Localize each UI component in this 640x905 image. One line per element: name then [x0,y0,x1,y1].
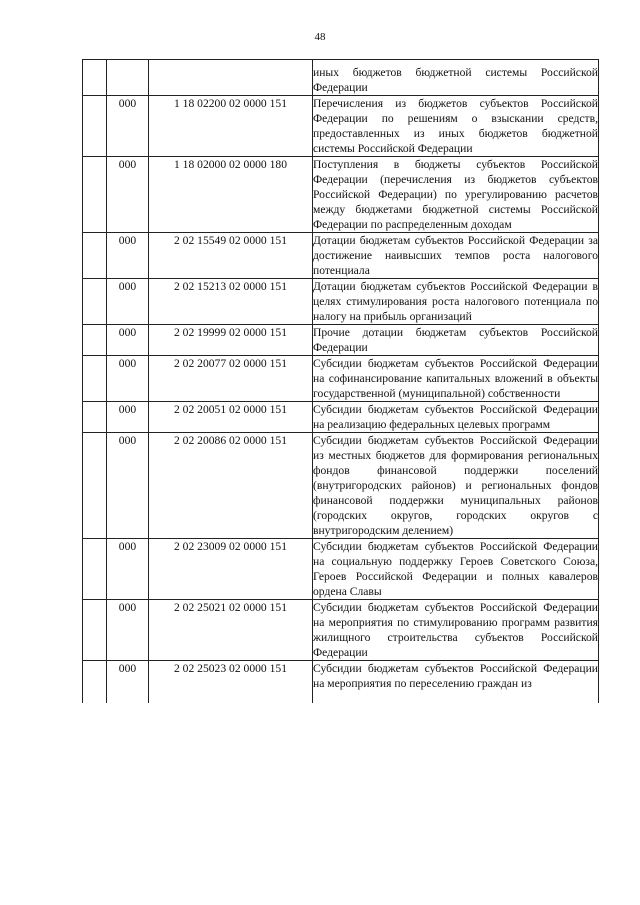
budget-code-cell: 2 02 23009 02 0000 151 [149,539,313,600]
admin-code-cell: 000 [107,157,149,233]
revenue-name-cell: Субсидии бюджетам субъектов Российской Федерации из местных бюджетов для формирования региональных фондов финансовой поддержки поселений (внутригородских районов) и региональных фондов финансовой поддержки муниципальных районов (городских округов, городских округов с внутригородским делением) [313,434,598,537]
revenue-name-cell: Дотации бюджетам субъектов Российской Федерации в целях стимулирования роста налогового потенциала по налогу на прибыль организаций [313,280,598,323]
blank-cell [83,433,107,539]
table-row [83,402,599,433]
revenue-name-cell: Дотации бюджетам субъектов Российской Федерации за достижение наивысших темпов роста налогового потенциала [313,234,598,277]
budget-code-cell: 2 02 25021 02 0000 151 [149,600,313,661]
blank-cell [83,96,107,157]
blank-cell [83,157,107,233]
blank-cell [83,661,107,704]
revenue-name-cell: Прочие дотации бюджетам субъектов Российской Федерации [313,326,598,354]
admin-code-cell: 000 [107,233,149,279]
budget-code-cell: 2 02 15549 02 0000 151 [149,233,313,279]
blank-cell [83,356,107,402]
table-row [83,60,599,96]
table-row [83,356,599,402]
budget-code-cell: 2 02 20077 02 0000 151 [149,356,313,402]
revenue-name-cell: Субсидии бюджетам субъектов Российской Федерации на социальную поддержку Героев Советского Союза, Героев Российской Федерации и полных кавалеров ордена Славы [313,540,598,598]
table-row [83,157,599,233]
revenue-name-cell: Субсидии бюджетам субъектов Российской Федерации на мероприятия по стимулированию программ развития жилищного строительства субъектов Российской Федерации [313,601,598,659]
admin-code-cell: 000 [107,402,149,433]
page-number: 48 [314,31,326,43]
table-row [83,433,599,539]
budget-code-cell: 2 02 25023 02 0000 151 [149,661,313,704]
table-row [83,233,599,279]
admin-code-cell: 000 [107,279,149,325]
budget-code-cell: 1 18 02000 02 0000 180 [149,157,313,233]
table-row [83,600,599,661]
admin-code-cell: 000 [107,600,149,661]
table-row [83,279,599,325]
admin-code-cell: 000 [107,325,149,356]
admin-code-cell: 000 [107,433,149,539]
budget-code-cell: 1 18 02200 02 0000 151 [149,96,313,157]
blank-cell [83,233,107,279]
revenue-name-cell: иных бюджетов бюджетной системы Российской Федерации [313,60,599,96]
revenue-name-cell: Субсидии бюджетам субъектов Российской Федерации на софинансирование капитальных вложений в объекты государственной (муниципальной) собственности [313,357,598,400]
budget-classification-table [82,59,599,703]
revenue-name-cell: Поступления в бюджеты субъектов Российской Федерации (перечисления из бюджетов субъектов Российской Федерации) по урегулированию расчетов между бюджетами бюджетной системы Российской Федерации по распределенным доходам [313,158,598,231]
blank-cell [83,60,107,96]
table-row [83,661,599,704]
blank-cell [83,402,107,433]
table-row [83,539,599,600]
budget-code-cell: 2 02 20086 02 0000 151 [149,433,313,539]
admin-code-cell: 000 [107,96,149,157]
admin-code-cell [107,60,149,96]
budget-code-cell: 2 02 19999 02 0000 151 [149,325,313,356]
table-row [83,325,599,356]
admin-code-cell: 000 [107,539,149,600]
admin-code-cell: 000 [107,356,149,402]
revenue-name-cell: Субсидии бюджетам субъектов Российской Федерации на реализацию федеральных целевых программ [313,403,598,431]
budget-code-cell [149,60,313,96]
blank-cell [83,600,107,661]
revenue-name-cell: Субсидии бюджетам субъектов Российской Федерации на мероприятия по переселению граждан из [313,661,599,704]
blank-cell [83,325,107,356]
budget-code-cell: 2 02 20051 02 0000 151 [149,402,313,433]
table-row [83,96,599,157]
blank-cell [83,539,107,600]
revenue-name-cell: Перечисления из бюджетов субъектов Российской Федерации по решениям о взыскании средств, предоставленных из иных бюджетов бюджетной системы Российской Федерации [313,97,598,155]
admin-code-cell: 000 [107,661,149,704]
blank-cell [83,279,107,325]
budget-code-cell: 2 02 15213 02 0000 151 [149,279,313,325]
